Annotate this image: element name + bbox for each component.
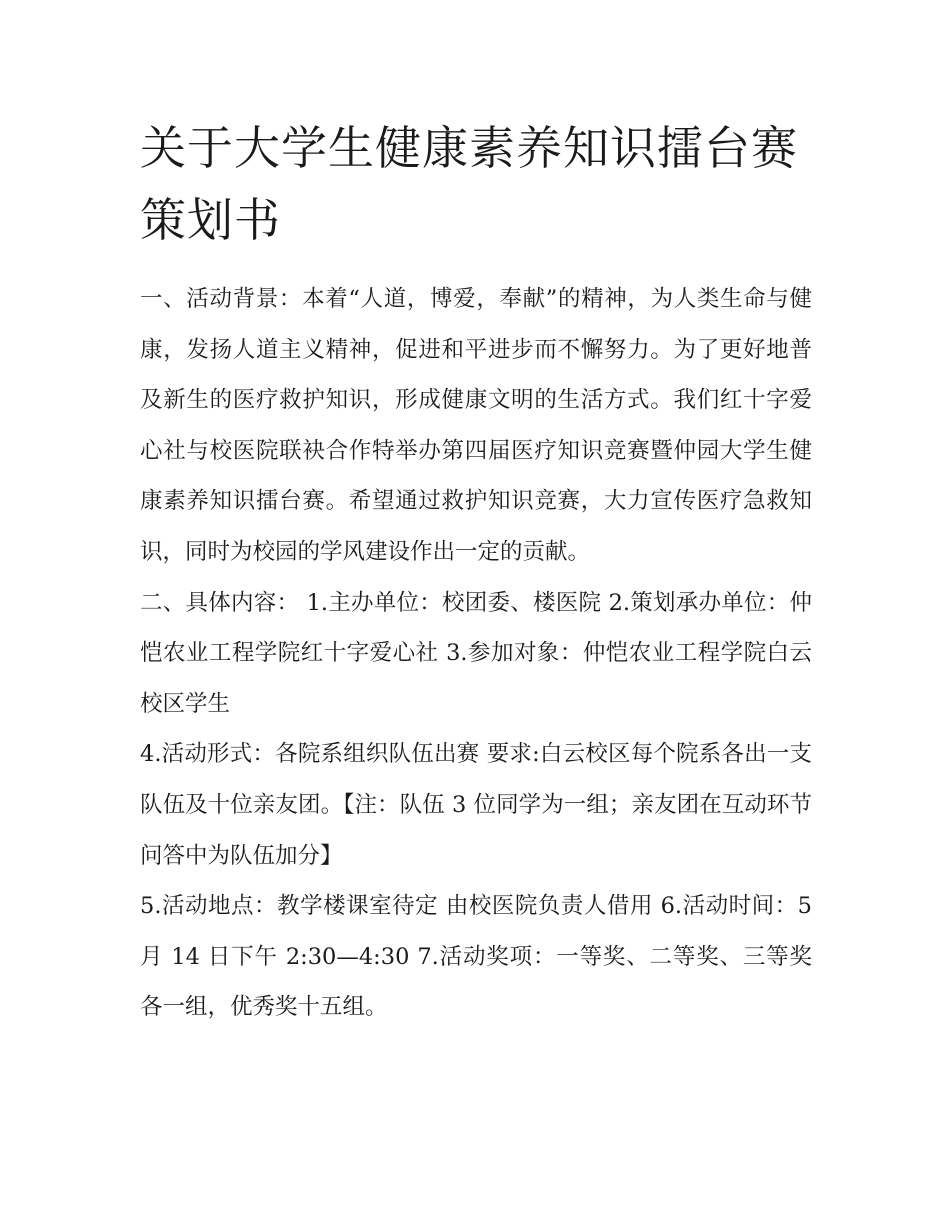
document-page	[140, 112, 812, 1033]
paragraph-content: 二、具体内容： 1.主办单位：校团委、楼医院 2.策划承办单位：仲恺农业工程学院红十字爱心社 3.参加对象：仲恺农业工程学院白云校区学生	[140, 589, 812, 717]
paragraph-format: 4.活动形式：各院系组织队伍出赛 要求:白云校区每个院系各出一支队伍及十位亲友团。【注：队伍 3 位同学为一组；亲友团在互动环节问答中为队伍加分】	[140, 741, 812, 869]
document-body	[140, 274, 812, 1033]
document-title: 关于大学生健康素养知识擂台赛策划书	[140, 121, 798, 247]
paragraph-location-time-awards: 5.活动地点：教学楼课室待定 由校医院负责人借用 6.活动时间：5 月 14 日下午 2:30—4:30 7.活动奖项：一等奖、二等奖、三等奖各一组，优秀奖十五组。	[140, 893, 812, 1021]
paragraph-background: 一、活动背景：本着“人道，博爱，奉献”的精神，为人类生命与健康，发扬人道主义精神，促进和平进步而不懈努力。为了更好地普及新生的医疗救护知识，形成健康文明的生活方式。我们红十字爱心社与校医院联袂合作特举办第四届医疗知识竞赛暨仲园大学生健康素养知识擂台赛。希望通过救护知识竞赛，大力宣传医疗急救知识，同时为校园的学风建设作出一定的贡献。	[140, 286, 812, 565]
